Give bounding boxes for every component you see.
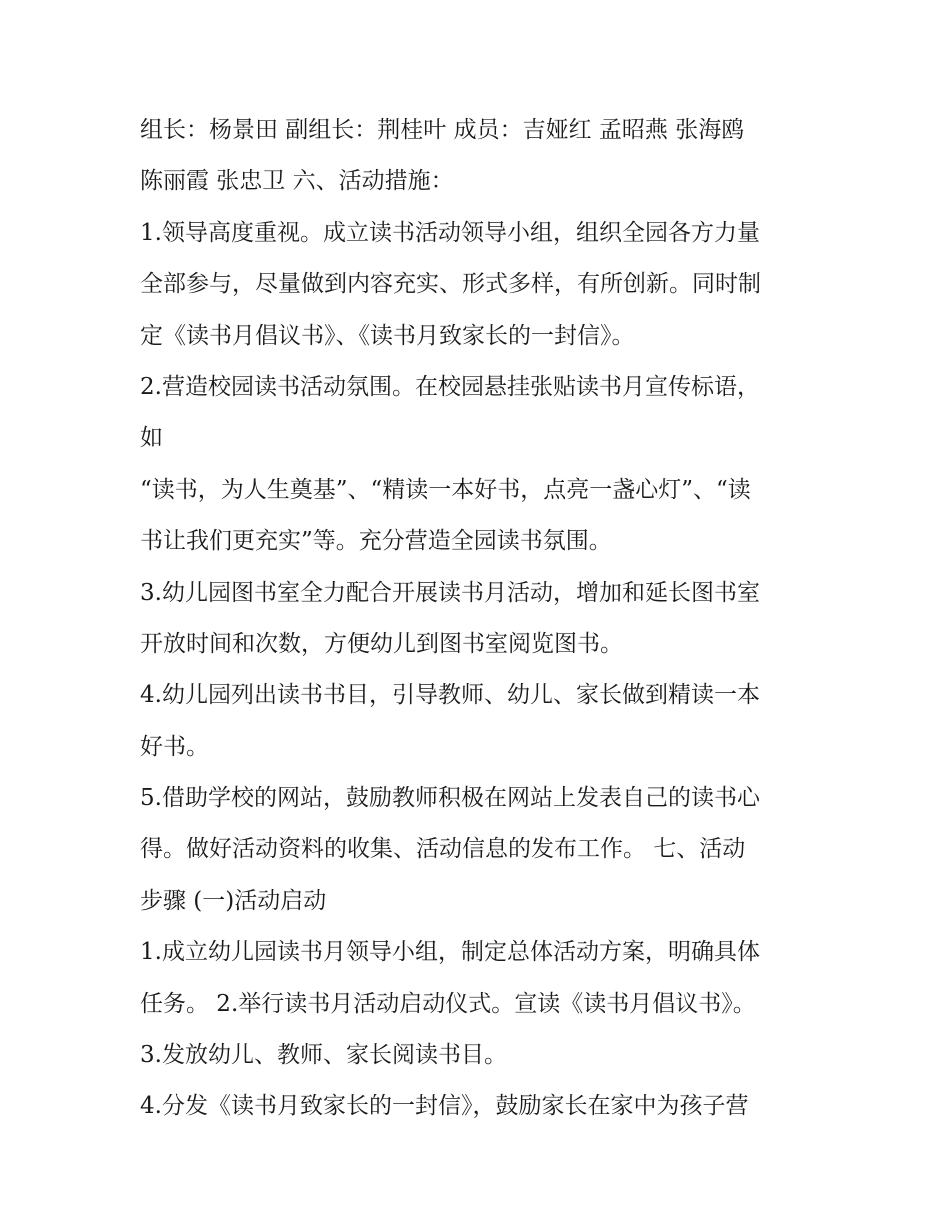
text-line: 1.领导高度重视。成立读书活动领导小组，组织全园各方力量 xyxy=(140,219,760,246)
text-line: 定《读书月倡议书》、《读书月致家长的一封信》。 xyxy=(140,322,635,349)
text-line: 4.幼儿园列出读书书目，引导教师、幼儿、家长做到精读一本 xyxy=(140,682,760,709)
text-line: 1.成立幼儿园读书月领导小组，制定总体活动方案，明确具体 xyxy=(140,939,760,966)
text-line: 组长：杨景田 副组长：荆桂叶 成员：吉娅红 孟昭燕 张海鸥 xyxy=(140,117,745,143)
text-line: “读书，为人生奠基”、“精读一本好书，点亮一盏心灯”、“读 xyxy=(140,476,751,503)
text-line: 3.幼儿园图书室全力配合开展读书月活动，增加和延长图书室 xyxy=(140,579,760,606)
text-line: 书让我们更充实”等。充分营造全园读书氛围。 xyxy=(140,528,612,555)
text-line: 开放时间和次数，方便幼儿到图书室阅览图书。 xyxy=(140,630,623,657)
document-body xyxy=(140,108,830,1136)
text-line: 陈丽霞 张忠卫 六、活动措施： xyxy=(140,168,454,195)
text-line: 4.分发《读书月致家长的一封信》，鼓励家长在家中为孩子营 xyxy=(140,1093,749,1120)
text-line: 得。做好活动资料的收集、活动信息的发布工作。 七、活动 xyxy=(140,836,746,863)
text-line: 好书。 xyxy=(140,733,209,760)
text-line: 2.营造校园读书活动氛围。在校园悬挂张贴读书月宣传标语， xyxy=(140,373,760,400)
text-line: 步骤 (一)活动启动 xyxy=(140,887,327,914)
text-line: 3.发放幼儿、教师、家长阅读书目。 xyxy=(140,1042,507,1069)
text-line: 任务。 2.举行读书月活动启动仪式。宣读《读书月倡议书》。 xyxy=(140,990,756,1017)
text-line: 全部参与，尽量做到内容充实、形式多样，有所创新。同时制 xyxy=(140,271,761,298)
text-line: 如 xyxy=(140,425,163,452)
text-line: 5.借助学校的网站，鼓励教师积极在网站上发表自己的读书心 xyxy=(140,785,760,812)
